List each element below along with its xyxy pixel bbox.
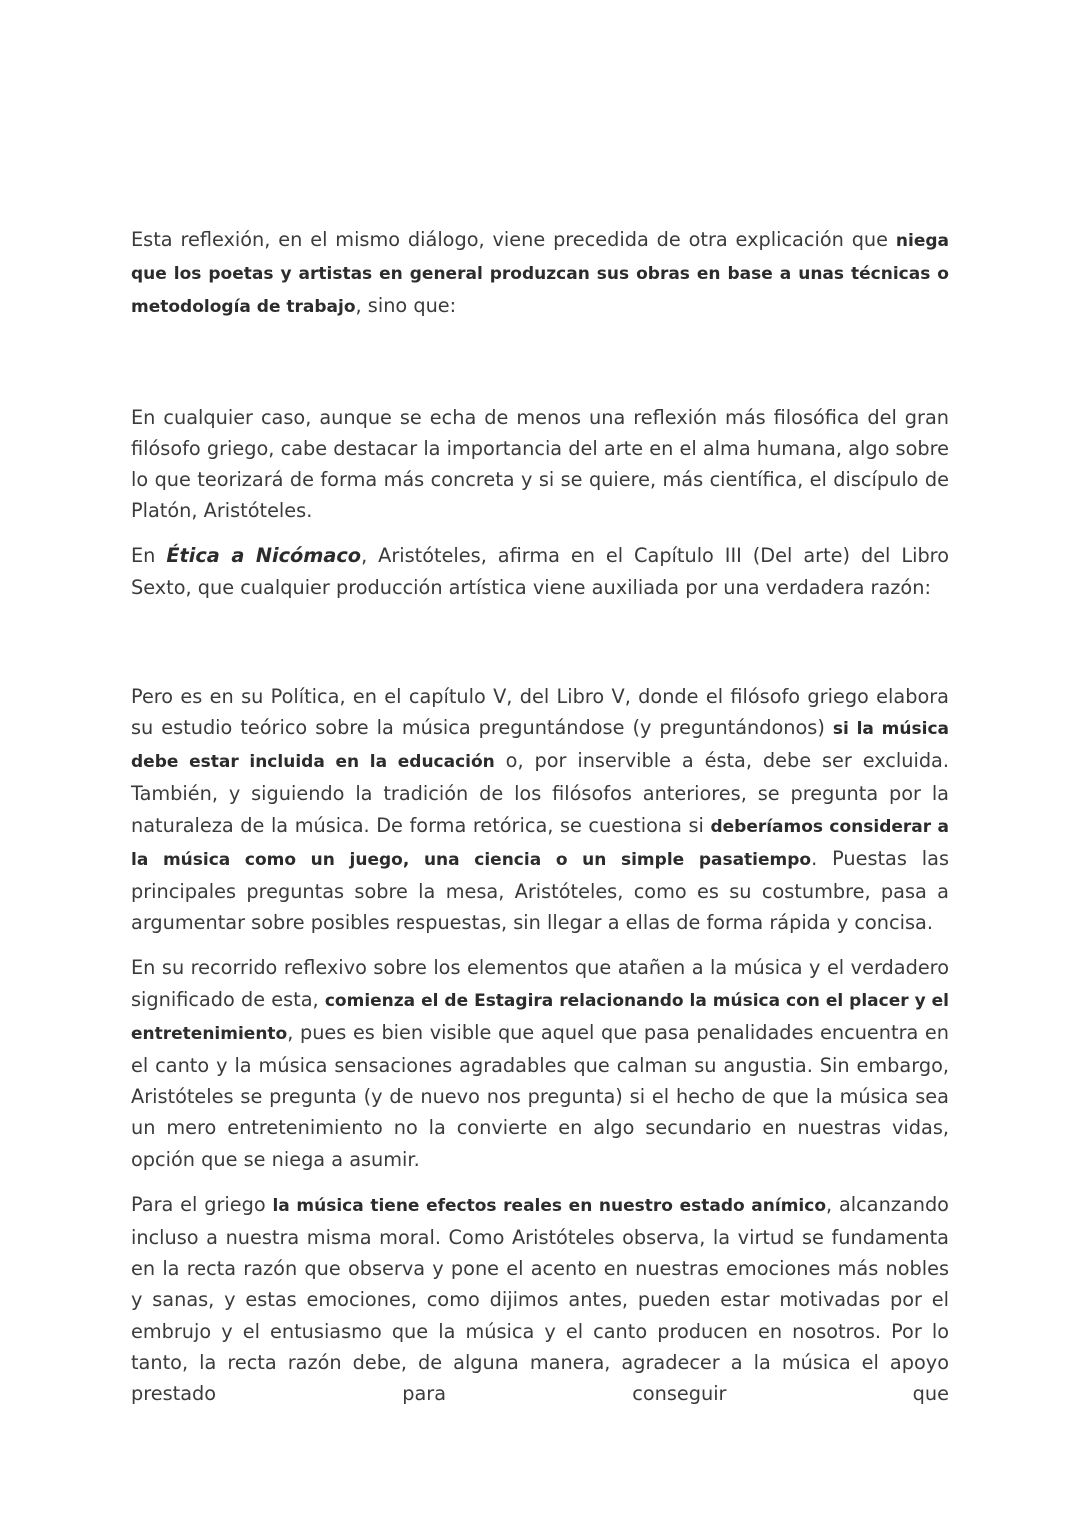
paragraph-5 — [131, 952, 949, 1174]
p6-text-1: Para el griego — [131, 1192, 273, 1216]
p5-bold-1: comienza el de Estagira relacionando la música con el placer y el entretenimiento — [131, 990, 949, 1044]
p2-text-1: En cualquier caso, aunque se echa de menos una reflexión más filosófica del gran filósofo griego, cabe destacar la importancia del arte en el alma humana, algo sobre lo que teorizará de forma más concreta y si se quiere, más científica, el discípulo de Platón, Aristóteles. — [131, 405, 949, 523]
paragraph-2 — [131, 402, 949, 527]
p4-bold-1: si la música debe estar incluida en la educación — [131, 719, 949, 773]
p4-text-3: . Puestas las principales preguntas sobre la mesa, Aristóteles, como es su costumbre, pasa a argumentar sobre posibles respuestas, sin llegar a ellas de forma rápida y concisa. — [131, 846, 949, 935]
document-page — [131, 224, 949, 1409]
p4-bold-2: deberíamos considerar a la música como un juego, una ciencia o un simple pasatiempo — [131, 816, 949, 870]
paragraph-6 — [131, 1189, 949, 1409]
p3-text-1: En — [131, 544, 167, 568]
p4-text-2: o, por inservible a ésta, debe ser excluida. También, y siguiendo la tradición de los filósofos anteriores, se pregunta por la naturaleza de la música. De forma retórica, se cuestiona si — [131, 749, 950, 837]
p6-text-2: , alcanzando incluso a nuestra misma moral. Como Aristóteles observa, la virtud se fundamenta en la recta razón que observa y pone el acento en nuestras emociones más nobles y sanas, y estas emociones, como dijimos antes, pueden estar motivadas por el embrujo y el entusiasmo que la música y el canto producen en nosotros. Por lo tanto, la recta razón debe, de alguna manera, agradecer a la música el apoyo prestado para conseguir que — [131, 1192, 949, 1406]
paragraph-1 — [131, 224, 949, 324]
p1-bold-1: niega que los poetas y artistas en general produzcan sus obras en base a unas técnicas o metodología de trabajo — [131, 231, 949, 318]
p3-book-title: Ética a Nicómaco — [166, 544, 362, 568]
paragraph-3 — [131, 540, 949, 602]
p1-text-1: Esta reflexión, en el mismo diálogo, viene precedida de otra explicación que — [131, 228, 896, 251]
p1-text-2: , sino que: — [355, 294, 457, 318]
p5-text-1: En su recorrido reflexivo sobre los elementos que atañen a la música y el verdadero significado de esta, — [131, 956, 949, 1011]
paragraph-4 — [131, 681, 949, 939]
p5-text-2: , pues es bien visible que aquel que pasa penalidades encuentra en el canto y la música sensaciones agradables que calman su angustia. Sin embargo, Aristóteles se pregunta (y de nuevo nos pregunta) si el hecho de que la música sea un mero entretenimiento no la convierte en algo secundario en nuestras vidas, opción que se niega a asumir. — [131, 1020, 949, 1171]
p3-text-2: , Aristóteles, afirma en el Capítulo III (Del arte) del Libro Sexto, que cualquier producción artística viene auxiliada por una verdadera razón: — [131, 544, 949, 599]
p4-text-1: Pero es en su Política, en el capítulo V, del Libro V, donde el filósofo griego elabora su estudio teórico sobre la música preguntándose (y preguntándonos) — [131, 684, 949, 740]
p6-bold-1: la música tiene efectos reales en nuestro estado anímico — [272, 1195, 827, 1216]
